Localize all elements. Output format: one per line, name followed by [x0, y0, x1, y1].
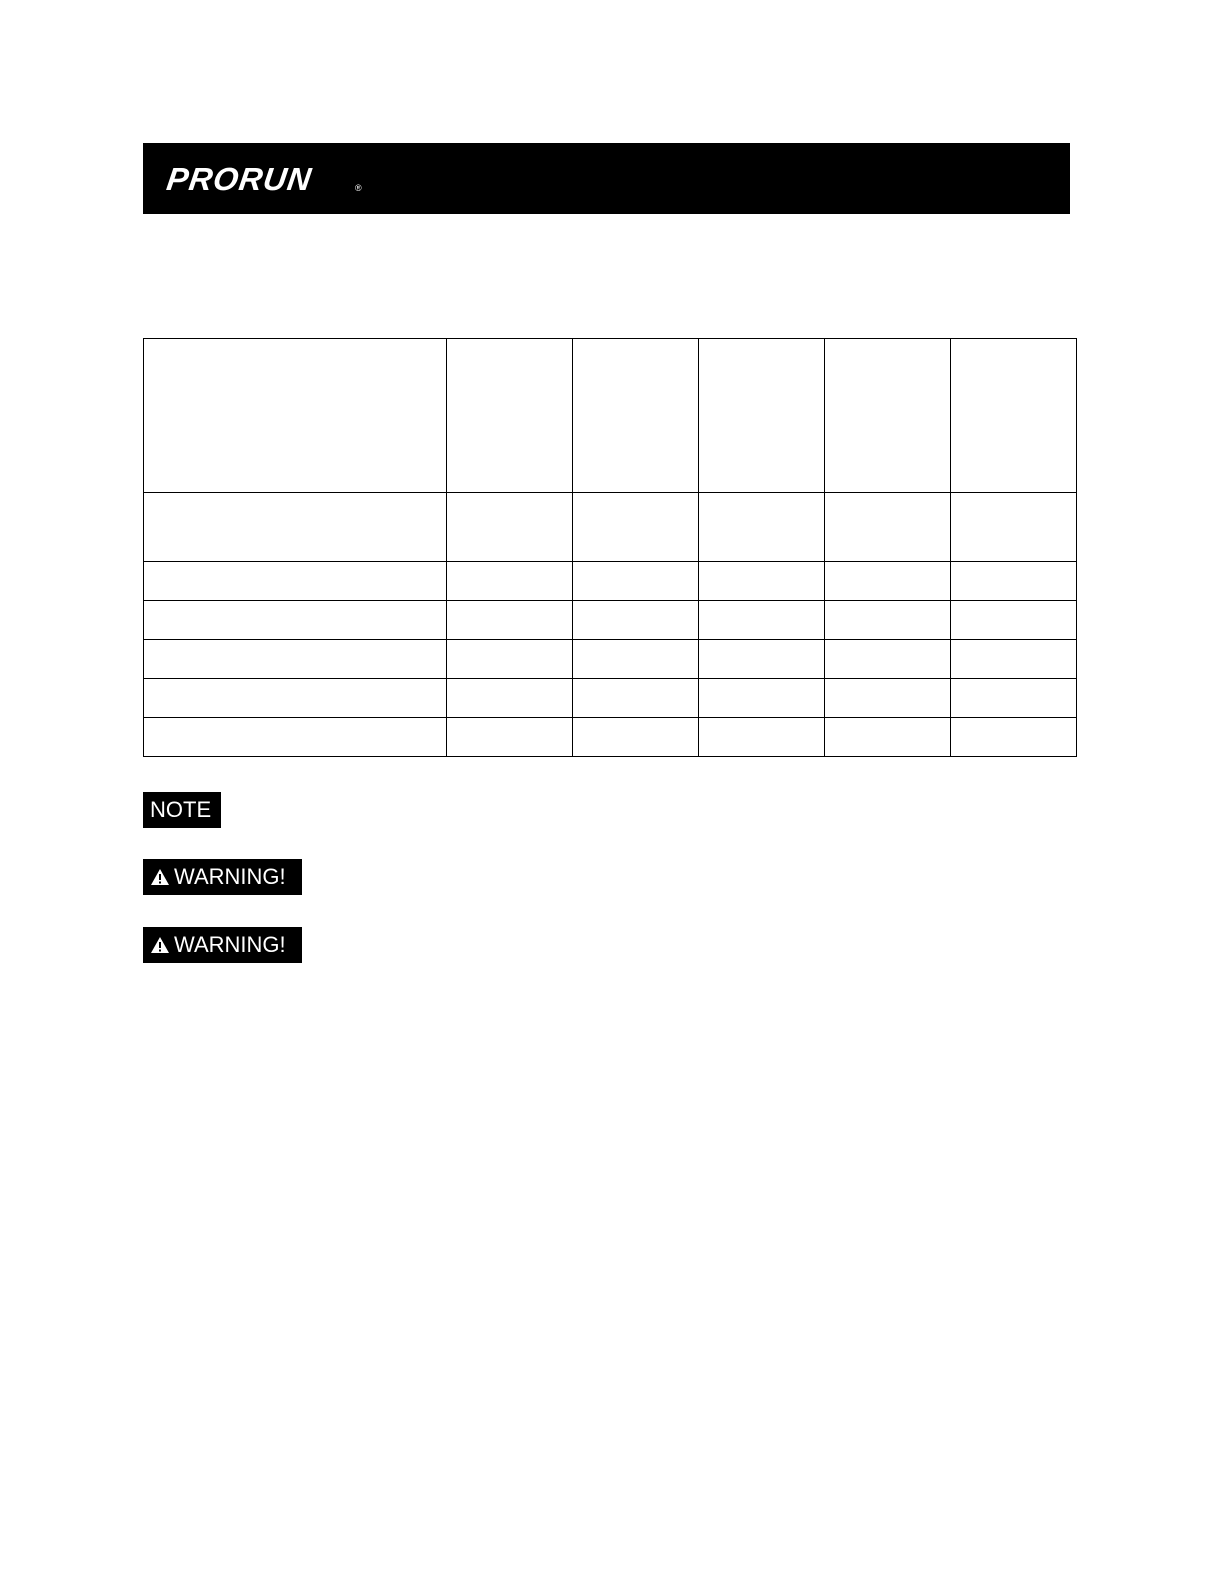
warning-label-text: WARNING! — [174, 864, 286, 889]
note-label — [143, 792, 221, 828]
warning-label — [143, 859, 302, 895]
note-label-text: NOTE — [150, 797, 212, 822]
table-row — [144, 718, 1077, 757]
table-row — [144, 679, 1077, 718]
table-row — [144, 601, 1077, 640]
table-cell — [573, 601, 699, 640]
table-row — [144, 493, 1077, 562]
table-cell — [825, 601, 951, 640]
table-header-row — [144, 339, 1077, 493]
table-cell — [447, 640, 573, 679]
spec-table — [143, 338, 1077, 757]
table-cell — [951, 640, 1077, 679]
table-cell — [825, 339, 951, 493]
table-cell — [144, 640, 447, 679]
table-cell — [573, 718, 699, 757]
table-cell — [699, 679, 825, 718]
table-cell — [699, 493, 825, 562]
table-cell — [144, 718, 447, 757]
warning-label-text: WARNING! — [174, 932, 286, 957]
table-cell — [951, 718, 1077, 757]
table-cell — [699, 339, 825, 493]
warning-triangle-icon — [150, 936, 170, 954]
table-cell — [951, 493, 1077, 562]
table-cell — [951, 679, 1077, 718]
table-cell — [144, 339, 447, 493]
table-cell — [825, 640, 951, 679]
registered-mark: ® — [355, 183, 362, 193]
table-cell — [951, 562, 1077, 601]
table-cell — [573, 640, 699, 679]
table-cell — [825, 679, 951, 718]
table-cell — [144, 679, 447, 718]
table-row — [144, 640, 1077, 679]
table-cell — [447, 718, 573, 757]
table-cell — [825, 493, 951, 562]
table-cell — [825, 562, 951, 601]
warning-triangle-icon — [150, 868, 170, 886]
warning-label — [143, 927, 302, 963]
table-cell — [447, 339, 573, 493]
table-row — [144, 562, 1077, 601]
table-cell — [699, 562, 825, 601]
brand-logo: PRORUN — [164, 161, 315, 197]
table-cell — [573, 339, 699, 493]
table-cell — [144, 562, 447, 601]
table-cell — [447, 562, 573, 601]
table-cell — [699, 640, 825, 679]
table-cell — [951, 339, 1077, 493]
table-cell — [447, 679, 573, 718]
table-cell — [447, 493, 573, 562]
table-cell — [573, 493, 699, 562]
table-cell — [699, 601, 825, 640]
table-cell — [699, 718, 825, 757]
table-cell — [144, 493, 447, 562]
table-cell — [573, 562, 699, 601]
table-cell — [447, 601, 573, 640]
header-bar — [143, 143, 1070, 214]
table-cell — [573, 679, 699, 718]
table-cell — [825, 718, 951, 757]
table-cell — [144, 601, 447, 640]
table-cell — [951, 601, 1077, 640]
